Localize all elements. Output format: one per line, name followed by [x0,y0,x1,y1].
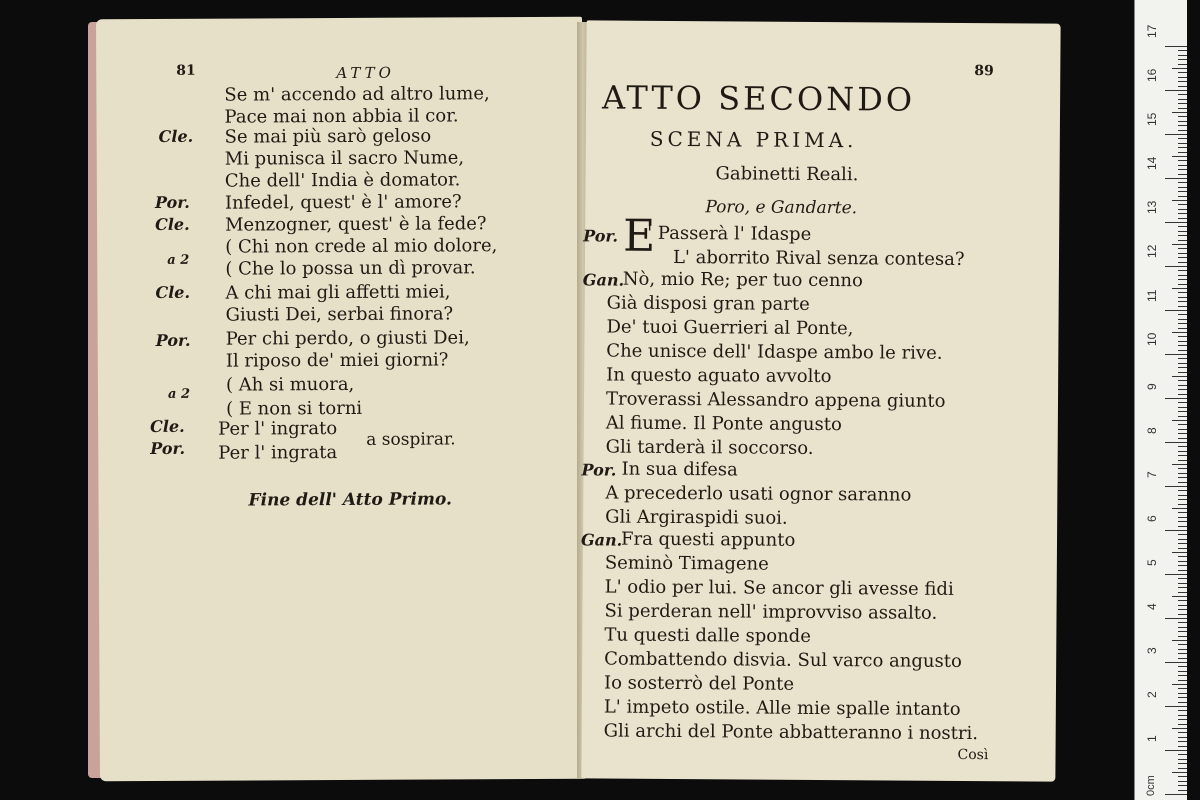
ruler-tick [1178,143,1187,144]
ruler-tick [1178,125,1187,126]
ruler-number: 9 [1145,383,1159,390]
ruler-tick [1178,688,1187,689]
verse-line: Se mai più sarò geloso [224,125,432,148]
ruler-tick [1178,605,1187,606]
ruler-tick [1178,543,1187,544]
verse-line: Infedel, quest' è l' amore? [224,191,462,214]
ruler-tick [1178,741,1187,742]
ruler-tick [1178,451,1187,452]
verse-line: ( Chi non crede al mio dolore, [225,235,498,258]
ruler-tick [1178,411,1187,412]
verse-line: Menzogner, quest' è la fede? [225,213,487,236]
ruler-tick [1178,81,1187,82]
ruler-tick [1178,314,1187,315]
ruler-number: 13 [1145,200,1159,214]
ruler-tick [1172,68,1187,69]
verse-line: Se m' accendo ad altro lume, [224,83,490,106]
ruler-tick [1178,539,1187,540]
ruler-tick [1178,644,1187,645]
verse-line: Nò, mio Re; per tuo cenno [622,268,863,292]
ruler-tick [1178,649,1187,650]
scene-title: SCENA PRIMA. [649,126,858,153]
ruler-tick [1178,301,1187,302]
ruler-tick [1172,728,1187,729]
ruler-tick [1178,675,1187,676]
ruler-tick [1178,385,1187,386]
ruler-tick [1178,719,1187,720]
verse-line: ( Ah si muora, [225,373,355,396]
ruler-tick [1178,169,1187,170]
ruler-tick [1165,266,1187,267]
left-page [96,17,586,782]
ruler-tick [1178,548,1187,549]
ruler-tick [1165,442,1187,443]
verse-line: Giusti Dei, serbai finora? [225,303,454,326]
ruler-tick [1178,592,1187,593]
speaker-label: Cle. [150,416,185,436]
ruler-tick [1178,587,1187,588]
speaker-label: Gan. [582,270,625,290]
verse-line: ' Passerà l' Idaspe [647,222,812,245]
ruler-tick [1165,354,1187,355]
ruler-tick [1178,380,1187,381]
verse-line: Fra questi appunto [620,528,796,551]
ruler-tick [1178,77,1187,78]
ruler-tick [1178,763,1187,764]
ruler-tick [1178,116,1187,117]
ruler-tick [1178,517,1187,518]
ruler-tick [1165,178,1187,179]
ruler-tick [1178,534,1187,535]
ruler-tick [1178,103,1187,104]
verse-line: Al fiume. Il Ponte angusto [605,412,842,436]
ruler-tick [1178,336,1187,337]
verse-line: A precederlo usati ognor saranno [605,482,912,506]
ruler-tick [1178,759,1187,760]
ruler-tick [1178,182,1187,183]
ruler-tick [1178,429,1187,430]
ruler-number: 15 [1145,112,1159,126]
ruler-tick [1165,706,1187,707]
speaker-label: Por. [155,330,191,350]
verse-line: Per l' ingrato [218,418,338,440]
speaker-label: Cle. [155,214,190,234]
ruler-tick [1178,424,1187,425]
verse-line: Seminò Timagene [604,552,769,575]
verse-line: Tu questi dalle sponde [604,624,811,647]
ruler-tick [1178,363,1187,364]
ruler-tick [1178,253,1187,254]
ruler-tick [1178,653,1187,654]
ruler-tick [1178,226,1187,227]
ruler-tick [1178,50,1187,51]
left-running-head: ATTO [336,63,395,83]
ruler-number: 5 [1145,559,1159,566]
ruler-tick [1178,754,1187,755]
ruler-tick [1165,46,1187,47]
ruler-tick [1178,732,1187,733]
verse-line: Pace mai non abbia il cor. [224,105,459,128]
ruler-tick [1178,270,1187,271]
end-of-act-note: Fine dell' Atto Primo. [248,489,452,511]
ruler-tick [1172,112,1187,113]
ruler-tick [1165,618,1187,619]
ruler-tick [1178,231,1187,232]
ruler-tick [1178,240,1187,241]
ruler-tick [1178,121,1187,122]
ruler-tick [1178,504,1187,505]
ruler-tick [1165,574,1187,575]
verse-line: Mi punisca il sacro Nume, [224,147,465,170]
ruler-tick [1178,526,1187,527]
verse-line: Per l' ingrata [218,442,338,464]
ruler-tick [1165,398,1187,399]
verse-line: Già disposi gran parte [606,292,810,315]
ruler-tick [1178,55,1187,56]
ruler-tick [1178,658,1187,659]
ruler-tick [1178,627,1187,628]
ruler-number: 1 [1145,735,1159,742]
speaker-label: Cle. [155,282,191,302]
ruler-tick [1178,561,1187,562]
ruler-tick [1178,147,1187,148]
ruler-tick [1178,284,1187,285]
ruler-tick [1178,279,1187,280]
left-page-number: 81 [176,62,196,79]
ruler-tick [1178,636,1187,637]
ruler-tick [1178,499,1187,500]
ruler-tick [1178,600,1187,601]
ruler-unit: 0cm [1145,775,1157,796]
verse-line: Si perderan nell' improvviso assalto. [604,600,938,624]
ruler-number: 4 [1145,603,1159,610]
measurement-ruler [1134,0,1187,800]
ruler-tick [1178,407,1187,408]
ruler-tick [1178,556,1187,557]
ruler-tick [1172,464,1187,465]
verse-line: A chi mai gli affetti miei, [225,281,451,304]
ruler-tick [1178,666,1187,667]
right-page-number: 89 [974,63,994,80]
verse-line: Troverassi Alessandro appena giunto [605,388,946,412]
ruler-tick [1178,438,1187,439]
ruler-tick [1178,306,1187,307]
ruler-tick [1172,640,1187,641]
ruler-tick [1178,693,1187,694]
ruler-tick [1178,248,1187,249]
ruler-tick [1178,341,1187,342]
ruler-tick [1165,134,1187,135]
ruler-tick [1178,191,1187,192]
ruler-tick [1178,275,1187,276]
ruler-tick [1178,187,1187,188]
speaker-label: Por. [583,226,619,246]
ruler-tick [1178,702,1187,703]
ruler-tick [1178,218,1187,219]
ruler-number: 16 [1145,68,1159,82]
ruler-tick [1178,138,1187,139]
ruler-tick [1178,490,1187,491]
ruler-tick [1178,108,1187,109]
ruler-tick [1178,86,1187,87]
ruler-tick [1172,420,1187,421]
ruler-tick [1178,328,1187,329]
ruler-tick [1178,402,1187,403]
ruler-tick [1165,90,1187,91]
ruler-tick [1165,530,1187,531]
ruler-tick [1172,684,1187,685]
ruler-tick [1178,64,1187,65]
ruler-tick [1178,204,1187,205]
verse-line: Gli Argiraspidi suoi. [605,506,788,529]
ruler-number: 11 [1145,289,1159,302]
ruler-tick [1178,521,1187,522]
ruler-tick [1178,737,1187,738]
ruler-tick [1178,160,1187,161]
verse-line: In questo aguato avvolto [606,364,832,388]
ruler-tick [1172,332,1187,333]
ruler-tick [1178,785,1187,786]
ruler-tick [1178,724,1187,725]
ruler-tick [1178,614,1187,615]
ruler-tick [1178,570,1187,571]
ruler-tick [1178,446,1187,447]
ruler-tick [1172,156,1187,157]
ruler-tick [1178,710,1187,711]
speaker-label: Cle. [158,126,194,146]
ruler-tick [1178,468,1187,469]
ruler-tick [1178,292,1187,293]
drop-cap: E [622,210,656,262]
ruler-tick [1172,772,1187,773]
ruler-tick [1178,94,1187,95]
ruler-tick [1178,297,1187,298]
ruler-number: 10 [1145,332,1159,346]
ruler-tick [1178,697,1187,698]
ruler-tick [1178,72,1187,73]
verse-line: Combattendo disvia. Sul varco angusto [604,648,962,672]
ruler-tick [1178,235,1187,236]
ruler-tick [1178,174,1187,175]
ruler-tick [1178,671,1187,672]
ruler-tick [1178,565,1187,566]
ruler-tick [1178,319,1187,320]
ruler-tick [1165,750,1187,751]
scene-setting: Gabinetti Reali. [715,163,859,186]
ruler-tick [1178,578,1187,579]
ruler-tick [1178,746,1187,747]
verse-line: De' tuoi Guerrieri al Ponte, [606,316,854,340]
ruler-tick [1172,596,1187,597]
ruler-tick [1178,622,1187,623]
ruler-tick [1178,358,1187,359]
ruler-tick [1178,631,1187,632]
ruler-tick [1178,680,1187,681]
ruler-number: 7 [1145,471,1159,478]
ruler-tick [1165,794,1187,795]
verse-line: Che dell' India è domator. [224,169,461,192]
speaker-label: a 2 [167,386,191,402]
ruler-tick [1178,776,1187,777]
ruler-tick [1165,310,1187,311]
ruler-number: 17 [1145,24,1159,38]
ruler-tick [1178,345,1187,346]
ruler-tick [1178,209,1187,210]
ruler-number: 3 [1145,647,1159,654]
scene-characters: Poro, e Gandarte. [705,197,858,219]
ruler-number: 8 [1145,427,1159,434]
verse-line: Gli tarderà il soccorso. [605,436,814,459]
ruler-tick [1165,486,1187,487]
ruler-number: 14 [1145,156,1159,170]
ruler-tick [1172,552,1187,553]
ruler-tick [1178,152,1187,153]
ruler-tick [1178,165,1187,166]
ruler-tick [1178,433,1187,434]
ruler-tick [1172,288,1187,289]
verse-line: L' odio per lui. Se ancor gli avesse fidi [604,576,954,600]
ruler-tick [1165,662,1187,663]
ruler-tick [1178,350,1187,351]
shared-word: a sospirar. [366,429,456,450]
ruler-tick [1178,768,1187,769]
ruler-tick [1178,473,1187,474]
ruler-tick [1172,244,1187,245]
ruler-tick [1172,508,1187,509]
verse-line: Io sosterrò del Ponte [603,672,795,695]
ruler-tick [1178,583,1187,584]
ruler-tick [1172,200,1187,201]
verse-line: Che unisce dell' Idaspe ambo le rive. [606,340,943,364]
ruler-tick [1178,715,1187,716]
verse-line: Il riposo de' miei giorni? [225,349,449,372]
ruler-tick [1178,323,1187,324]
act-title: ATTO SECONDO [601,78,916,119]
catchword: Così [957,746,989,764]
verse-line: ( Che lo possa un dì provar. [225,257,476,280]
speaker-label: Por. [150,438,186,458]
ruler-tick [1178,394,1187,395]
ruler-tick [1178,477,1187,478]
ruler-tick [1178,389,1187,390]
ruler-tick [1178,196,1187,197]
verse-line: Per chi perdo, o giusti Dei, [225,327,470,350]
ruler-tick [1178,495,1187,496]
speaker-label: Gan. [580,530,623,550]
verse-line: In sua difesa [621,458,738,481]
ruler-tick [1178,99,1187,100]
ruler-tick [1165,222,1187,223]
ruler-tick [1178,482,1187,483]
ruler-tick [1178,512,1187,513]
ruler-tick [1178,130,1187,131]
verse-line: L' aborrito Rival senza contesa? [672,246,965,270]
ruler-tick [1178,609,1187,610]
speaker-label: Por. [154,192,190,212]
right-page [581,20,1060,781]
speaker-label: a 2 [167,252,190,268]
ruler-tick [1178,213,1187,214]
ruler-number: 2 [1145,691,1159,698]
ruler-tick [1178,781,1187,782]
ruler-tick [1178,59,1187,60]
ruler-tick [1178,455,1187,456]
verse-line: ( E non si torni [225,397,363,420]
ruler-number: 6 [1145,515,1159,522]
ruler-tick [1178,257,1187,258]
ruler-number: 12 [1145,244,1159,258]
ruler-tick [1172,376,1187,377]
ruler-tick [1178,372,1187,373]
ruler-tick [1178,262,1187,263]
speaker-label: Por. [581,460,617,480]
verse-line: Gli archi del Ponte abbatteranno i nostri. [603,720,979,745]
verse-line: L' impeto ostile. Alle mie spalle intanto [603,696,961,720]
ruler-tick [1178,416,1187,417]
ruler-tick [1178,790,1187,791]
ruler-tick [1178,367,1187,368]
ruler-tick [1178,460,1187,461]
